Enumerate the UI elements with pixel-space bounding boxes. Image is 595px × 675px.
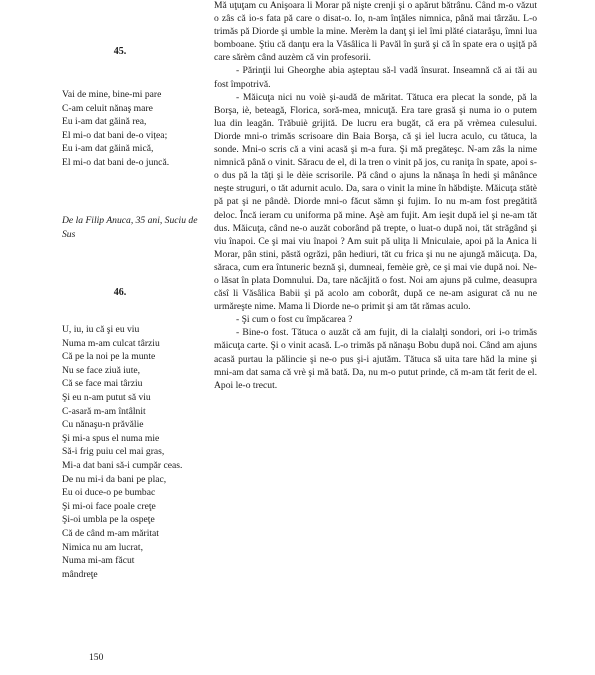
poem-line: Mi-a dat bani să-i cumpăr ceas. [62, 459, 183, 471]
poem-line: El mi-o dat bani de-o juncă. [62, 156, 170, 168]
poem-line: Că pe la noi pe la munte [62, 351, 156, 363]
poem-45 [62, 88, 227, 170]
prose-paragraph: - Şi cum o fost cu împăcarea ? [236, 314, 353, 326]
poem-number-46: 46. [113, 287, 127, 298]
poem-46 [62, 323, 202, 581]
poem-line: U, iu, iu că şi eu viu [62, 324, 140, 335]
prose-column [214, 0, 537, 392]
poem-line: Să-i frig puiu cel mai gras, [62, 446, 165, 458]
poem-source: De la Filip Anuca, 35 ani, Suciu de Sus [62, 215, 198, 240]
prose-paragraph: Mă uţuţam cu Anişoara li Morar pă nişte crenji şi o apărut bătrânu. Când m-o văzut o zâs că io-s fata pă care o disat-o. Io, n-am înţăles nimnica, până mai târzău. L-o trimăs pă Diorde şi umble la mine. Merèm la danţ şi iel îmi plăté ciataråşu, îmni lua bomboane. Ştiu că danţu era la Văsâlica li Pavăl în şură şi că în spate era o uşiţă pă care sărèm când auzèm că vin profesorii. [214, 0, 537, 64]
poem-line: Nimica nu am lucrat, [62, 541, 143, 553]
prose-paragraph: - Părinţii lui Gheorghe abia aşteptau să-l vadă însurat. Inseamnă că ai tăi au fost împotrivă. [214, 65, 537, 90]
poem-line: Că se face mai târziu [62, 378, 143, 390]
poem-line: Nu se face ziuă iute, [62, 364, 141, 376]
poem-line: C-asară m-am întâlnit [62, 405, 146, 417]
poem-line: Că de când m-am măritat [62, 527, 159, 539]
poem-line: Şi-oi umbla pe la ospeţe [62, 514, 155, 526]
poem-line: Numa m-am culcat târziu [62, 337, 160, 349]
poem-line: Eu i-am dat găină rea, [62, 116, 147, 128]
poem-line: De nu mi-i da bani pe plac, [62, 473, 167, 485]
poem-line: Vai de mine, bine-mi pare [62, 89, 162, 100]
poem-line: El mi-o dat bani de-o vițea; [62, 129, 168, 141]
poem-line: Cu nănaşu-n prăvălie [62, 419, 144, 431]
poem-line: Şi eu n-am putut să viu [62, 391, 151, 403]
poem-line: Numa mi-am făcut mândreţe [62, 555, 135, 580]
prose-paragraph: - Bine-o fost. Tătuca o auzăt că am fujit, di la cialalţi sondori, ori i-o trimăs măicuţa carte. Şi o vinit acasă. L-o trimăs pă nănaşu Bobu după noi. Când am ajuns acasă purtau la pălincie şi ne-o pus şi-i ajutăm. Tătuca să uita tare hăd la mine şi mni-am dat sama că vrè şi mă bată. Da, nu m-o putut prinde, că m-am tăt ferit de el. Apoi le-o trecut. [214, 327, 537, 391]
prose-paragraph: - Măicuţa nici nu voiè şi-audă de măritat. Tătuca era plecat la sonde, pă la Borşa, iè, beteagă, Florica, soră-mea, mnicuţă. Era tare grasă şi numa io o putem lua din leagăn. Trăbuiè grijită. De lucru era bugăt, că era pă vrèmea culesului. Diorde mni-o trimăs scrisoare din Baia Borşa, că şi iel lucra aculo, cu tătuca, la sonde. Mni-o scris că a vini acasă şi m-a fura. Şi mă pregăteşc. N-am zâs la nime nimnică până o vinit. Săracu de el, di la tren o vinit pă jos, cu raniţa în spate, apoi s-o dus pă la tăţi şi le dèie scrisorile. Pă când o ajuns la nănaşa în hedi şi mânânce neşte struguri, o tăt adurnit aculo. Da, sara o vinit la mine în hăbdişte. Măicuţa stătè pă pat şi ne pândè. Diorde mni-o făcut sămn şi fujim. Io nu m-am fost pregătită deloc. Încă ieram cu uniforma pă mine. Aşè am fujit. Am ieşit după iel şi ne-am tăt dus. Măicuţa, când ne-o auzăt coborând pă trepte, o luat-o după noi, tăt străgând şi viu înapoi. Ce şi mai viu înapoi ? Am suit pă uliţa li Mniculaie, apoi pă la Anica li Morar, pân stini, păstă ogrăzi, pân hediuri, tăt cu frica şi nu ne ajungă măicuţa. Da, săraca, cum era întuneric beznă şi, dumneai, femèie grè, ce şi mai vie după noi. Ne-o lăsat în plata Domnului. Da, tare năcăjită o fost. Noi am ajuns pă culme, deasupra căsî li Văsâlica Babii şi pă acolo am coborât, după ce ne-am asigurat că nu ne urmăreşte nime. Mama li Diorde ne-o primit şi am tăt rămas aculo. [214, 91, 537, 313]
poem-line: Şi mi-oi face poale creţe [62, 500, 156, 512]
poem-line: Şi mi-a spus el numa mie [62, 432, 160, 444]
poem-line: C-am celuit nănaş mare [62, 102, 153, 114]
poem-number-45: 45. [113, 46, 127, 57]
page-number: 150 [89, 652, 104, 663]
poem-line: Eu i-am dat găină mică, [62, 143, 154, 155]
poem-line: Eu oi duce-o pe bumbac [62, 487, 156, 499]
